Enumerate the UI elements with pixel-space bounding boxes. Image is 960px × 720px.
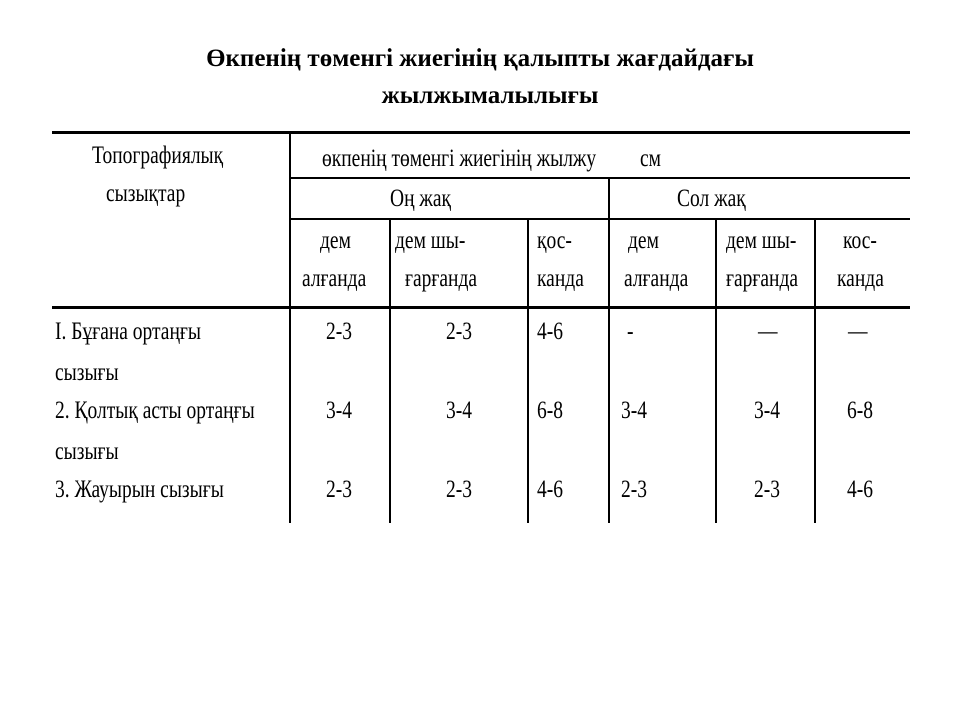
- row-1-value-5: —: [758, 318, 778, 345]
- side-header-rule: [291, 218, 910, 220]
- row-1-label-line-1: I. Бұғана ортаңғы: [55, 318, 202, 345]
- subheader-cough-left-2: канда: [837, 265, 884, 292]
- subheader-inhale-right-1: дем: [320, 227, 351, 254]
- row-1-label-line-2: сызығы: [55, 359, 119, 386]
- col-rule-main: [289, 131, 291, 523]
- row-2-value-3: 6-8: [537, 397, 563, 424]
- subheader-exhale-left-2: ғарғанда: [726, 265, 799, 292]
- row-2-label-line-1: 2. Қолтық асты ортаңғы: [55, 397, 255, 424]
- row-2-label-line-2: сызығы: [55, 438, 119, 465]
- group-header: өкпенің төменгі жиегінің жылжу: [322, 145, 597, 172]
- row-1-value-1: 2-3: [326, 318, 352, 345]
- row-3-value-3: 4-6: [537, 476, 563, 503]
- row-1-value-2: 2-3: [446, 318, 472, 345]
- row-3-value-6: 4-6: [847, 476, 873, 503]
- subheader-cough-right-2: канда: [537, 265, 584, 292]
- row-2-value-6: 6-8: [847, 397, 873, 424]
- subheader-inhale-left-2: алғанда: [624, 265, 689, 292]
- row-3-value-2: 2-3: [446, 476, 472, 503]
- col-rule-5: [715, 219, 717, 523]
- row-3-label-line-1: 3. Жауырын сызығы: [55, 476, 224, 503]
- subheader-exhale-right-1: дем шы-: [395, 227, 466, 254]
- subheader-cough-right-1: қос-: [537, 227, 572, 254]
- table-top-rule: [52, 131, 910, 134]
- subheader-inhale-left-1: дем: [628, 227, 659, 254]
- row-3-value-4: 2-3: [621, 476, 647, 503]
- side-header-right: Оң жақ: [390, 185, 451, 212]
- title-line-2: жылжымалылығы: [381, 82, 599, 109]
- row-1-value-4: -: [627, 318, 634, 345]
- col-rule-2: [389, 219, 391, 523]
- row-3-value-1: 2-3: [326, 476, 352, 503]
- row-1-value-3: 4-6: [537, 318, 563, 345]
- row-2-value-5: 3-4: [754, 397, 780, 424]
- corner-header-line-1: Топографиялық: [92, 142, 224, 169]
- group-header-unit: см: [640, 145, 661, 172]
- group-header-rule: [291, 177, 910, 179]
- subheader-exhale-right-2: ғарғанда: [405, 265, 478, 292]
- side-header-left: Сол жақ: [677, 185, 746, 212]
- row-2-value-1: 3-4: [326, 397, 352, 424]
- row-2-value-2: 3-4: [446, 397, 472, 424]
- col-rule-6: [814, 219, 816, 523]
- title-line-1: Өкпенің төменгі жиегінің қалыпты жағдайдағы: [206, 45, 754, 72]
- row-2-value-4: 3-4: [621, 397, 647, 424]
- corner-header-line-2: сызықтар: [106, 180, 186, 207]
- subheader-cough-left-1: кос-: [843, 227, 877, 254]
- subheader-exhale-left-1: дем шы-: [726, 227, 797, 254]
- header-bottom-rule: [52, 306, 910, 309]
- col-rule-3: [527, 219, 529, 523]
- row-3-value-5: 2-3: [754, 476, 780, 503]
- subheader-inhale-right-2: алғанда: [302, 265, 367, 292]
- row-1-value-6: —: [848, 318, 868, 345]
- col-rule-sides: [608, 178, 610, 523]
